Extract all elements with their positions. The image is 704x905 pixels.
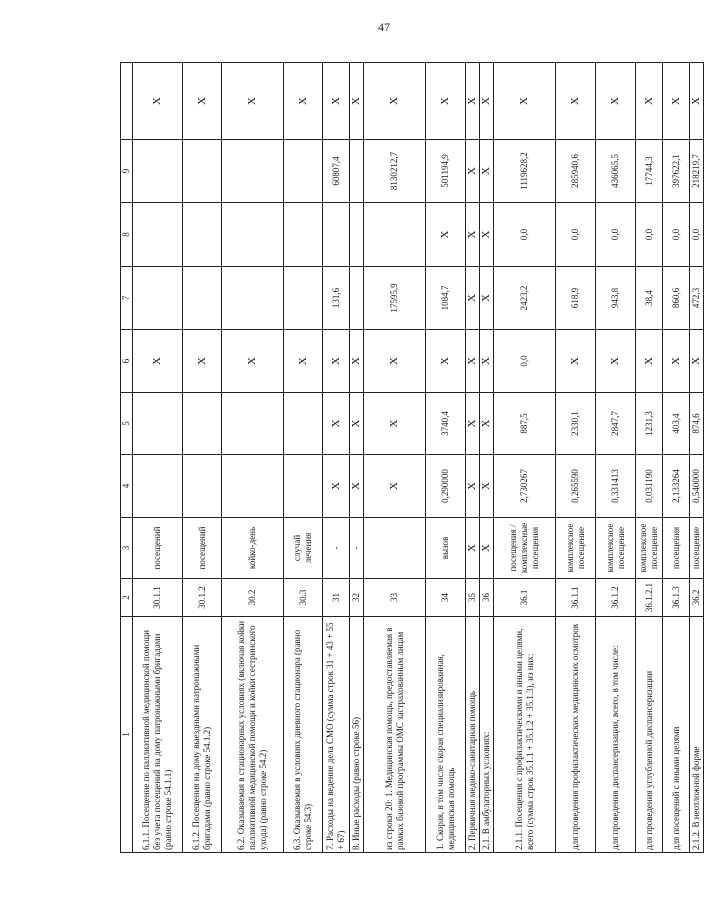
column-header xyxy=(121,63,133,140)
table-cell-col6: 2423,2 xyxy=(494,267,556,330)
table-cell-col3: X xyxy=(466,455,480,518)
table-cell-col6: 943,8 xyxy=(596,267,636,330)
table-cell-col3: 0,031190 xyxy=(636,455,663,518)
table-cell-name: 2.1.1. Посещения с профилактическими и иными целями, всего (сумма строк 35.1.1 + 35.1.2 + 35.1.3), из них: xyxy=(494,617,556,853)
table-cell-col5: X xyxy=(222,330,284,393)
table-cell-col6: 17595,9 xyxy=(364,267,426,330)
table-cell-col6: 1084,7 xyxy=(426,267,466,330)
table-cell-col9: X xyxy=(350,63,364,140)
table-cell-col4: X xyxy=(364,393,426,455)
table-cell-col9: X xyxy=(596,63,636,140)
table-cell-col5: X xyxy=(323,330,350,393)
table-cell-col4: X xyxy=(466,393,480,455)
table-cell-name: 2.1. В амбулаторных условиях: xyxy=(480,617,494,853)
table-cell-col7 xyxy=(133,203,183,267)
table-cell-name: 8. Иные расходы (равно строке 56) xyxy=(350,617,364,853)
table-cell-col3: 0,540000 xyxy=(690,455,704,518)
table-cell-code: 36.1.2 xyxy=(596,579,636,617)
table-cell-col6: 618,9 xyxy=(556,267,596,330)
table-cell-col8: 501194,9 xyxy=(426,140,466,203)
table-cell-code: 31 xyxy=(323,579,350,617)
data-table xyxy=(120,62,704,853)
table-cell-code: 36.2 xyxy=(690,579,704,617)
page-number: 47 xyxy=(378,20,390,34)
table-cell-col4: 2330,1 xyxy=(556,393,596,455)
table-cell-col4: 887,5 xyxy=(494,393,556,455)
table-cell-col4 xyxy=(133,393,183,455)
table-cell-unit: случай лечения xyxy=(284,518,323,579)
table-cell-unit: X xyxy=(466,518,480,579)
table-cell-col9: X xyxy=(323,63,350,140)
table-cell-col5: X xyxy=(636,330,663,393)
table-cell-code: 36.1.1 xyxy=(556,579,596,617)
table-cell-name: 2.1.2. В неотложной форме xyxy=(690,617,704,853)
table-cell-col3: 0,265590 xyxy=(556,455,596,518)
table-cell-col7: 0,0 xyxy=(494,203,556,267)
column-header: 9 xyxy=(121,140,133,203)
table-cell-col8: 397622,1 xyxy=(663,140,690,203)
table-cell-col8 xyxy=(222,140,284,203)
table-cell-unit: - xyxy=(350,518,364,579)
column-number-row xyxy=(121,63,133,853)
table-cell-col6: X xyxy=(466,267,480,330)
table-cell-col7 xyxy=(350,203,364,267)
table-cell-code: 33 xyxy=(364,579,426,617)
table-row xyxy=(480,63,494,853)
table-cell-col3 xyxy=(284,455,323,518)
table-cell-code: 36.1.2.1 xyxy=(636,579,663,617)
table-cell-unit: койко-день xyxy=(222,518,284,579)
table-cell-unit: посещения / комплексные посещения xyxy=(494,518,556,579)
table-row xyxy=(133,63,183,853)
table-cell-col8 xyxy=(350,140,364,203)
table-cell-col8: 436065,5 xyxy=(596,140,636,203)
table-cell-col4: 874,6 xyxy=(690,393,704,455)
table-cell-col9: X xyxy=(364,63,426,140)
table-cell-col5: 0,0 xyxy=(494,330,556,393)
table-cell-name: 6.2. Оказываемая в стационарных условиях (включая койки паллиативной медицинской помощи и койки сестринского ухода) (равно строке 54.2) xyxy=(222,617,284,853)
table-cell-col6: 131,6 xyxy=(323,267,350,330)
table-cell-col5: X xyxy=(284,330,323,393)
table-cell-col7 xyxy=(284,203,323,267)
table-cell-name: из строки 20: 1. Медицинская помощь, предоставляемая в рамках базовой программы ОМС застрахованным лицам xyxy=(364,617,426,853)
table-row xyxy=(663,63,690,853)
table-cell-col4 xyxy=(222,393,284,455)
table-cell-col5: X xyxy=(690,330,704,393)
table-cell-name: для проведения углубленной диспансеризации xyxy=(636,617,663,853)
table-cell-col3: 2,730267 xyxy=(494,455,556,518)
table-cell-code: 30.2 xyxy=(222,579,284,617)
table-row xyxy=(494,63,556,853)
table-cell-col7: 0,0 xyxy=(636,203,663,267)
table-row xyxy=(364,63,426,853)
table-row xyxy=(284,63,323,853)
table-cell-col4: 403,4 xyxy=(663,393,690,455)
table-cell-col8: 1119628,2 xyxy=(494,140,556,203)
table-cell-code: 30.1.1 xyxy=(133,579,183,617)
table-cell-col3 xyxy=(133,455,183,518)
table-cell-col8: X xyxy=(466,140,480,203)
table-cell-col3: X xyxy=(350,455,364,518)
table-row xyxy=(350,63,364,853)
table-cell-col6: 472,3 xyxy=(690,267,704,330)
table-row xyxy=(323,63,350,853)
table-cell-name: 2. Первичная медико-санитарная помощь xyxy=(466,617,480,853)
table-cell-unit: комплексное посещение xyxy=(556,518,596,579)
table-cell-unit: посещений xyxy=(183,518,222,579)
table-cell-col4: 3740,4 xyxy=(426,393,466,455)
table-cell-name: 6.1.2. Посещения на дому выездными патронажными бригадами (равно строке 54.1.2) xyxy=(183,617,222,853)
table-cell-col6 xyxy=(222,267,284,330)
table-cell-col9: X xyxy=(663,63,690,140)
table-cell-col5: X xyxy=(663,330,690,393)
table-cell-col7 xyxy=(323,203,350,267)
table-cell-unit: посещения xyxy=(663,518,690,579)
table-row xyxy=(426,63,466,853)
table-cell-unit xyxy=(364,518,426,579)
table-cell-col8: 285940,6 xyxy=(556,140,596,203)
table-row xyxy=(596,63,636,853)
column-header: 3 xyxy=(121,518,133,579)
table-cell-col5: X xyxy=(133,330,183,393)
table-cell-col3 xyxy=(183,455,222,518)
table-cell-col4 xyxy=(183,393,222,455)
table-cell-code: 30.1.2 xyxy=(183,579,222,617)
table-cell-col9: X xyxy=(222,63,284,140)
table-cell-col8: 218219,7 xyxy=(690,140,704,203)
table-cell-name: 6.3. Оказываемая в условиях дневного стационара (равно строке 54.3) xyxy=(284,617,323,853)
table-cell-name: для проведения диспансеризации, всего, в том числе: xyxy=(596,617,636,853)
table-cell-col5: X xyxy=(556,330,596,393)
table-cell-col5: X xyxy=(480,330,494,393)
table-cell-col3 xyxy=(222,455,284,518)
table-cell-col6 xyxy=(350,267,364,330)
table-cell-col7 xyxy=(222,203,284,267)
table-cell-name: для посещений с иными целями xyxy=(663,617,690,853)
table-cell-col8 xyxy=(183,140,222,203)
table-cell-col6: 860,6 xyxy=(663,267,690,330)
column-header: 6 xyxy=(121,330,133,393)
table-cell-name: 6.1.1. Посещение по паллиативной медицинской помощи без учета посещений на дому патронажными бригадами (равно строке 54.1.1) xyxy=(133,617,183,853)
column-header: 7 xyxy=(121,267,133,330)
table-cell-col9: X xyxy=(494,63,556,140)
table-cell-col4: X xyxy=(480,393,494,455)
column-header: 4 xyxy=(121,455,133,518)
table-cell-col5: X xyxy=(183,330,222,393)
table-cell-col3: 0,290000 xyxy=(426,455,466,518)
table-cell-unit: посещение xyxy=(690,518,704,579)
table-cell-col5: X xyxy=(364,330,426,393)
table-cell-code: 32 xyxy=(350,579,364,617)
table-cell-col4: X xyxy=(323,393,350,455)
table-cell-col9: X xyxy=(183,63,222,140)
table-cell-col6 xyxy=(133,267,183,330)
table-cell-unit: комплексное посещение xyxy=(596,518,636,579)
table-cell-col7 xyxy=(364,203,426,267)
table-cell-name: 7. Расходы на ведение дела СМО (сумма строк 31 + 43 + 55 + 67) xyxy=(323,617,350,853)
table-cell-name: 1. Скорая, в том числе скорая специализированная, медицинская помощь xyxy=(426,617,466,853)
rotated-table-wrapper xyxy=(120,63,702,853)
table-cell-col9: X xyxy=(556,63,596,140)
table-row xyxy=(556,63,596,853)
table-cell-col8: 8130212,7 xyxy=(364,140,426,203)
table-cell-col9: X xyxy=(690,63,704,140)
table-cell-col4: 2847,7 xyxy=(596,393,636,455)
table-cell-col4: X xyxy=(350,393,364,455)
table-cell-col5: X xyxy=(596,330,636,393)
table-cell-col3: X xyxy=(323,455,350,518)
table-cell-col5: X xyxy=(350,330,364,393)
column-header: 5 xyxy=(121,393,133,455)
column-header: 2 xyxy=(121,579,133,617)
table-cell-col7: X xyxy=(466,203,480,267)
table-cell-col5: X xyxy=(466,330,480,393)
table-cell-unit: X xyxy=(480,518,494,579)
table-row xyxy=(222,63,284,853)
table-cell-col9: X xyxy=(284,63,323,140)
table-cell-col4 xyxy=(284,393,323,455)
table-cell-name: для проведения профилактических медицинских осмотров xyxy=(556,617,596,853)
table-cell-col9: X xyxy=(133,63,183,140)
table-row xyxy=(636,63,663,853)
table-cell-col7: 0,0 xyxy=(596,203,636,267)
table-cell-unit: вызов xyxy=(426,518,466,579)
table-cell-col7: X xyxy=(426,203,466,267)
table-row xyxy=(690,63,704,853)
table-cell-col7: 0,0 xyxy=(556,203,596,267)
column-header: 1 xyxy=(121,617,133,853)
table-cell-unit: - xyxy=(323,518,350,579)
table-cell-code: 36.1 xyxy=(494,579,556,617)
table-cell-col7: 0,0 xyxy=(690,203,704,267)
table-cell-col9: X xyxy=(480,63,494,140)
table-cell-col3: X xyxy=(364,455,426,518)
table-cell-col6: 38,4 xyxy=(636,267,663,330)
table-cell-col6: X xyxy=(480,267,494,330)
table-cell-unit: посещений xyxy=(133,518,183,579)
table-cell-col9: X xyxy=(636,63,663,140)
table-cell-col3: 2,133264 xyxy=(663,455,690,518)
table-cell-code: 36 xyxy=(480,579,494,617)
table-row xyxy=(466,63,480,853)
table-cell-col6 xyxy=(284,267,323,330)
table-cell-col5: X xyxy=(426,330,466,393)
table-cell-col8: 60807,4 xyxy=(323,140,350,203)
table-cell-code: 35 xyxy=(466,579,480,617)
table-cell-col4: 1231,3 xyxy=(636,393,663,455)
table-cell-col3: X xyxy=(480,455,494,518)
table-cell-col8: X xyxy=(480,140,494,203)
table-cell-code: 30.3 xyxy=(284,579,323,617)
table-cell-col3: 0,331413 xyxy=(596,455,636,518)
table-cell-code: 34 xyxy=(426,579,466,617)
table-cell-col8: 17744,3 xyxy=(636,140,663,203)
table-cell-col8 xyxy=(284,140,323,203)
table-cell-col9: X xyxy=(466,63,480,140)
table-cell-code: 36.1.3 xyxy=(663,579,690,617)
table-cell-col8 xyxy=(133,140,183,203)
table-cell-unit: комплексное посещение xyxy=(636,518,663,579)
table-cell-col9: X xyxy=(426,63,466,140)
column-header: 8 xyxy=(121,203,133,267)
table-cell-col7: X xyxy=(480,203,494,267)
table-cell-col7: 0,0 xyxy=(663,203,690,267)
table-row xyxy=(183,63,222,853)
table-cell-col6 xyxy=(183,267,222,330)
table-cell-col7 xyxy=(183,203,222,267)
